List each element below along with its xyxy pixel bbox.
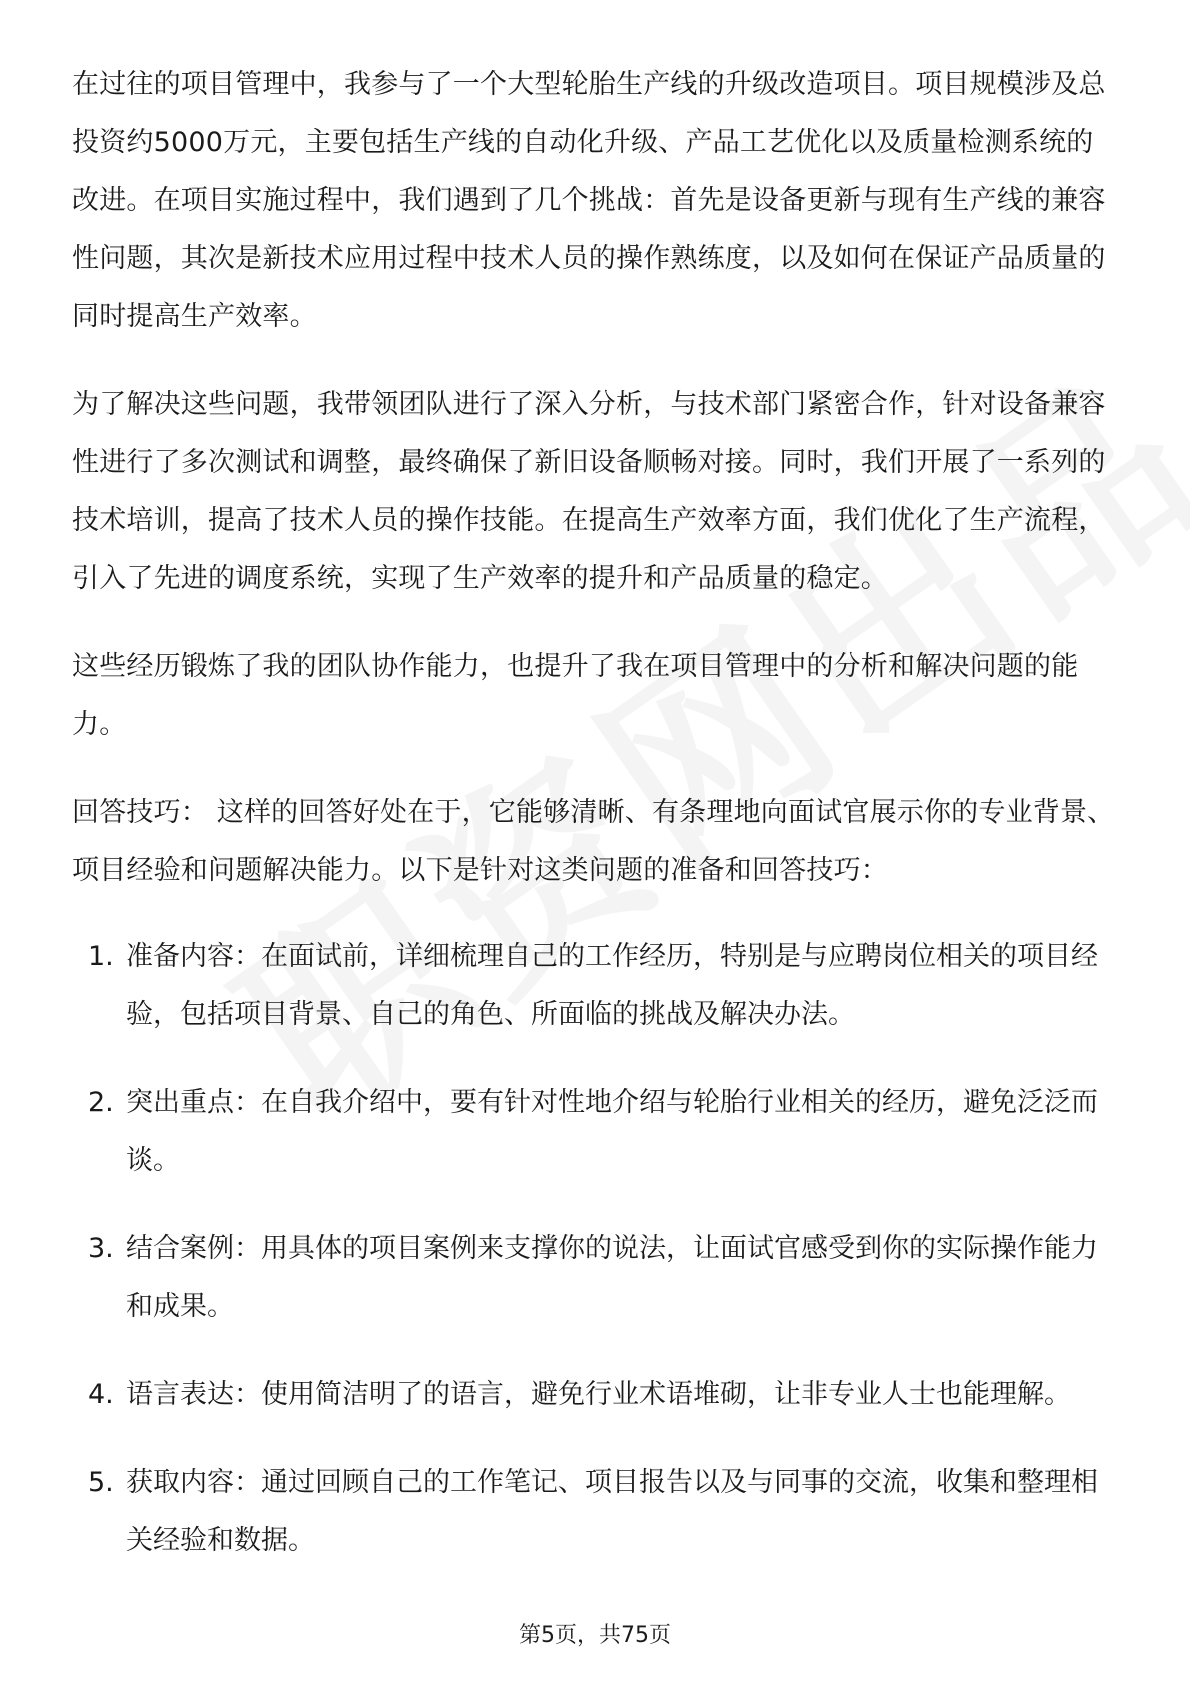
paragraph-summary: 这些经历锻炼了我的团队协作能力，也提升了我在项目管理中的分析和解决问题的能力。	[72, 651, 1079, 740]
tips-list	[72, 928, 1118, 1570]
list-item-number: 5.	[88, 1467, 114, 1498]
list-item-text: 获取内容：通过回顾自己的工作笔记、项目报告以及与同事的交流，收集和整理相关经验和数据。	[126, 1467, 1098, 1556]
list-item	[72, 1366, 1118, 1424]
list-item-number: 1.	[88, 941, 114, 972]
list-item-text: 准备内容：在面试前，详细梳理自己的工作经历，特别是与应聘岗位相关的项目经验，包括项目背景、自己的角色、所面临的挑战及解决办法。	[126, 941, 1098, 1030]
list-item-text: 突出重点：在自我介绍中，要有针对性地介绍与轮胎行业相关的经历，避免泛泛而谈。	[126, 1087, 1098, 1176]
list-item	[72, 1454, 1118, 1570]
list-item	[72, 1074, 1118, 1190]
list-item	[72, 928, 1118, 1044]
list-item-text: 结合案例：用具体的项目案例来支撑你的说法，让面试官感受到你的实际操作能力和成果。	[126, 1233, 1098, 1322]
page-number-footer: 第5页，共75页	[519, 1623, 671, 1648]
list-item-number: 4.	[88, 1379, 114, 1410]
list-item	[72, 1220, 1118, 1336]
page-content	[72, 56, 1118, 1600]
list-item-number: 3.	[88, 1233, 114, 1264]
list-item-number: 2.	[88, 1087, 114, 1118]
paragraph-answer-tips: 回答技巧： 这样的回答好处在于，它能够清晰、有条理地向面试官展示你的专业背景、项目经验和问题解决能力。以下是针对这类问题的准备和回答技巧：	[72, 797, 1115, 886]
paragraph-project-experience: 在过往的项目管理中，我参与了一个大型轮胎生产线的升级改造项目。项目规模涉及总投资约5000万元，主要包括生产线的自动化升级、产品工艺优化以及质量检测系统的改进。在项目实施过程中，我们遇到了几个挑战：首先是设备更新与现有生产线的兼容性问题，其次是新技术应用过程中技术人员的操作熟练度，以及如何在保证产品质量的同时提高生产效率。	[72, 69, 1106, 332]
list-item-text: 语言表达：使用简洁明了的语言，避免行业术语堆砌，让非专业人士也能理解。	[126, 1379, 1071, 1410]
paragraph-solutions: 为了解决这些问题，我带领团队进行了深入分析，与技术部门紧密合作，针对设备兼容性进行了多次测试和调整，最终确保了新旧设备顺畅对接。同时，我们开展了一系列的技术培训，提高了技术人员的操作技能。在提高生产效率方面，我们优化了生产流程，引入了先进的调度系统，实现了生产效率的提升和产品质量的稳定。	[72, 389, 1106, 594]
